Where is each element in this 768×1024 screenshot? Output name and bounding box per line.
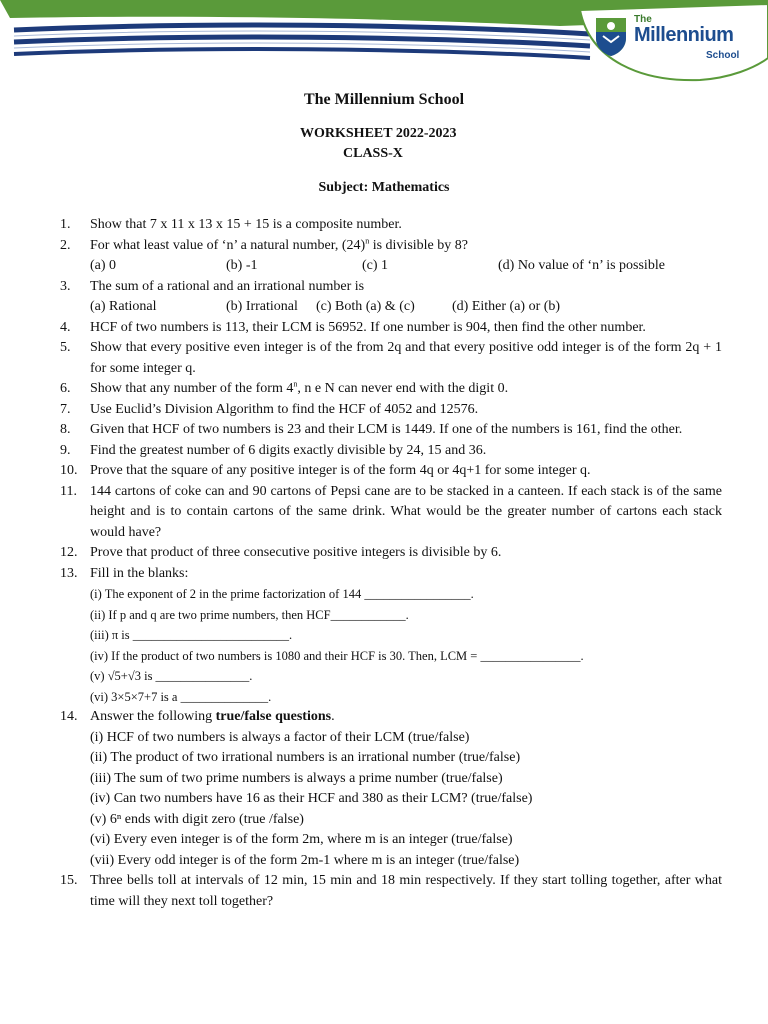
blank-item: (iii) π is _________________________. [90,628,293,642]
blank-item: (vi) 3×5×7+7 is a ______________. [90,689,272,704]
question-text: Three bells toll at intervals of 12 min, 15 min and 18 min respectively. If they start tolling together, after what time will they next toll together? [90,873,722,909]
true-false-item: (vi) Every even integer is of the form 2m, where m is an integer (true/false) [90,832,513,847]
question [60,543,722,564]
question [60,420,722,441]
question [60,318,722,339]
blank-item: (ii) If p and q are two prime numbers, then HCF____________. [90,607,409,622]
question-text: Use Euclid’s Division Algorithm to find the HCF of 4052 and 12576. [90,401,479,417]
true-false-item: (iii) The sum of two prime numbers is always a prime number (true/false) [90,770,503,786]
question [60,461,722,482]
option: (a) 0 [90,258,117,273]
question-text: Given that HCF of two numbers is 23 and their LCM is 1449. If one of the numbers is 161, find the other. [90,422,683,437]
question-number: 15. [60,873,78,888]
question-number: 5. [60,340,71,355]
question [60,400,722,421]
question-text: The sum of a rational and an irrational number is [90,278,365,294]
question-text: Prove that product of three consecutive positive integers is divisible by 6. [90,545,502,560]
options-row [90,297,722,318]
true-false-item: (iv) Can two numbers have 16 as their HCF and 380 as their LCM? (true/false) [90,791,533,806]
question [60,564,722,708]
class-label: CLASS-X [343,146,403,161]
question-number: 12. [60,545,78,560]
question [60,236,722,277]
option: (a) Rational [90,299,157,314]
logo-school: School [706,50,740,61]
option: (c) 1 [362,258,389,273]
question-text: For what least value of ‘n’ a natural number, $(24)^n$ is divisible by 8? [90,235,468,253]
blank-item: (v) √5+√3 is _______________. [90,669,253,683]
question-text: Prove that the square of any positive integer is of the form 4q or 4q+1 for some integer q. [90,463,591,478]
true-false-item: (vii) Every odd integer is of the form 2m-1 where m is an integer (true/false) [90,852,520,868]
question [60,338,722,379]
option: (d) No value of ‘n’ is possible [498,258,665,273]
question-number: 6. [60,381,71,396]
option: (c) Both (a) & (c) [316,299,415,314]
page-title: The Millennium School [303,91,465,108]
true-false-item: (v) 6ⁿ ends with digit zero (true /false) [90,811,304,827]
question-number: 14. [60,709,78,724]
question-text: Show that every positive even integer is of the from 2q and that every positive odd integer is of the form 2q + 1 for some integer q. [90,340,722,376]
question-number: 3. [60,278,71,294]
question [60,379,722,400]
option: (b) -1 [226,258,258,273]
question-number: 2. [60,237,71,253]
question-number: 13. [60,565,78,581]
question-number: 4. [60,319,71,335]
question-text: HCF of two numbers is 113, their LCM is 56952. If one number is 904, then find the other number. [90,319,646,335]
option: (b) Irrational [226,299,298,314]
true-false-item: (ii) The product of two irrational numbers is an irrational number (true/false) [90,750,521,765]
question-text: Find the greatest number of 6 digits exactly divisible by 24, 15 and 36. [90,442,487,458]
question-list [60,215,722,912]
true-false-item: (i) HCF of two numbers is always a factor of their LCM (true/false) [90,729,470,745]
question-text: Show that any number of the form 4$^n$, n e N can never end with the digit 0. [90,379,509,396]
question-number: 8. [60,422,71,437]
question-number: 1. [60,217,71,232]
blank-item: (iv) If the product of two numbers is 1080 and their HCF is 30. Then, LCM = ________________. [90,648,584,663]
logo-the: The [634,14,652,25]
question [60,707,722,871]
question [60,277,722,318]
question [60,441,722,462]
worksheet-label: WORKSHEET 2022-2023 [300,126,457,141]
subject-label: Subject: Mathematics [318,180,450,195]
question-number: 10. [60,463,78,478]
question-text: Answer the following true/false questions. [90,709,335,724]
question-text: Show that 7 x 11 x 13 x 15 + 15 is a composite number. [90,217,402,232]
question-number: 11. [60,483,77,499]
question-number: 9. [60,442,71,458]
question [60,482,722,544]
school-shield-icon [594,16,628,56]
header-banner [0,0,768,90]
option: (d) Either (a) or (b) [452,299,561,314]
blank-item: (i) The exponent of 2 in the prime factorization of 144 _________________. [90,587,474,601]
question-number: 7. [60,401,71,417]
options-row [90,256,722,277]
question-text: Fill in the blanks: [90,565,189,581]
question [60,215,722,236]
question-text: 144 cartons of coke can and 90 cartons of Pepsi cane are to be stacked in a canteen. If each stack is of the same height and is to contain cartons of the same drink. What would be the greater number of cartons each stack would have? [90,483,722,540]
question [60,871,722,912]
logo-name: Millennium [634,24,734,46]
